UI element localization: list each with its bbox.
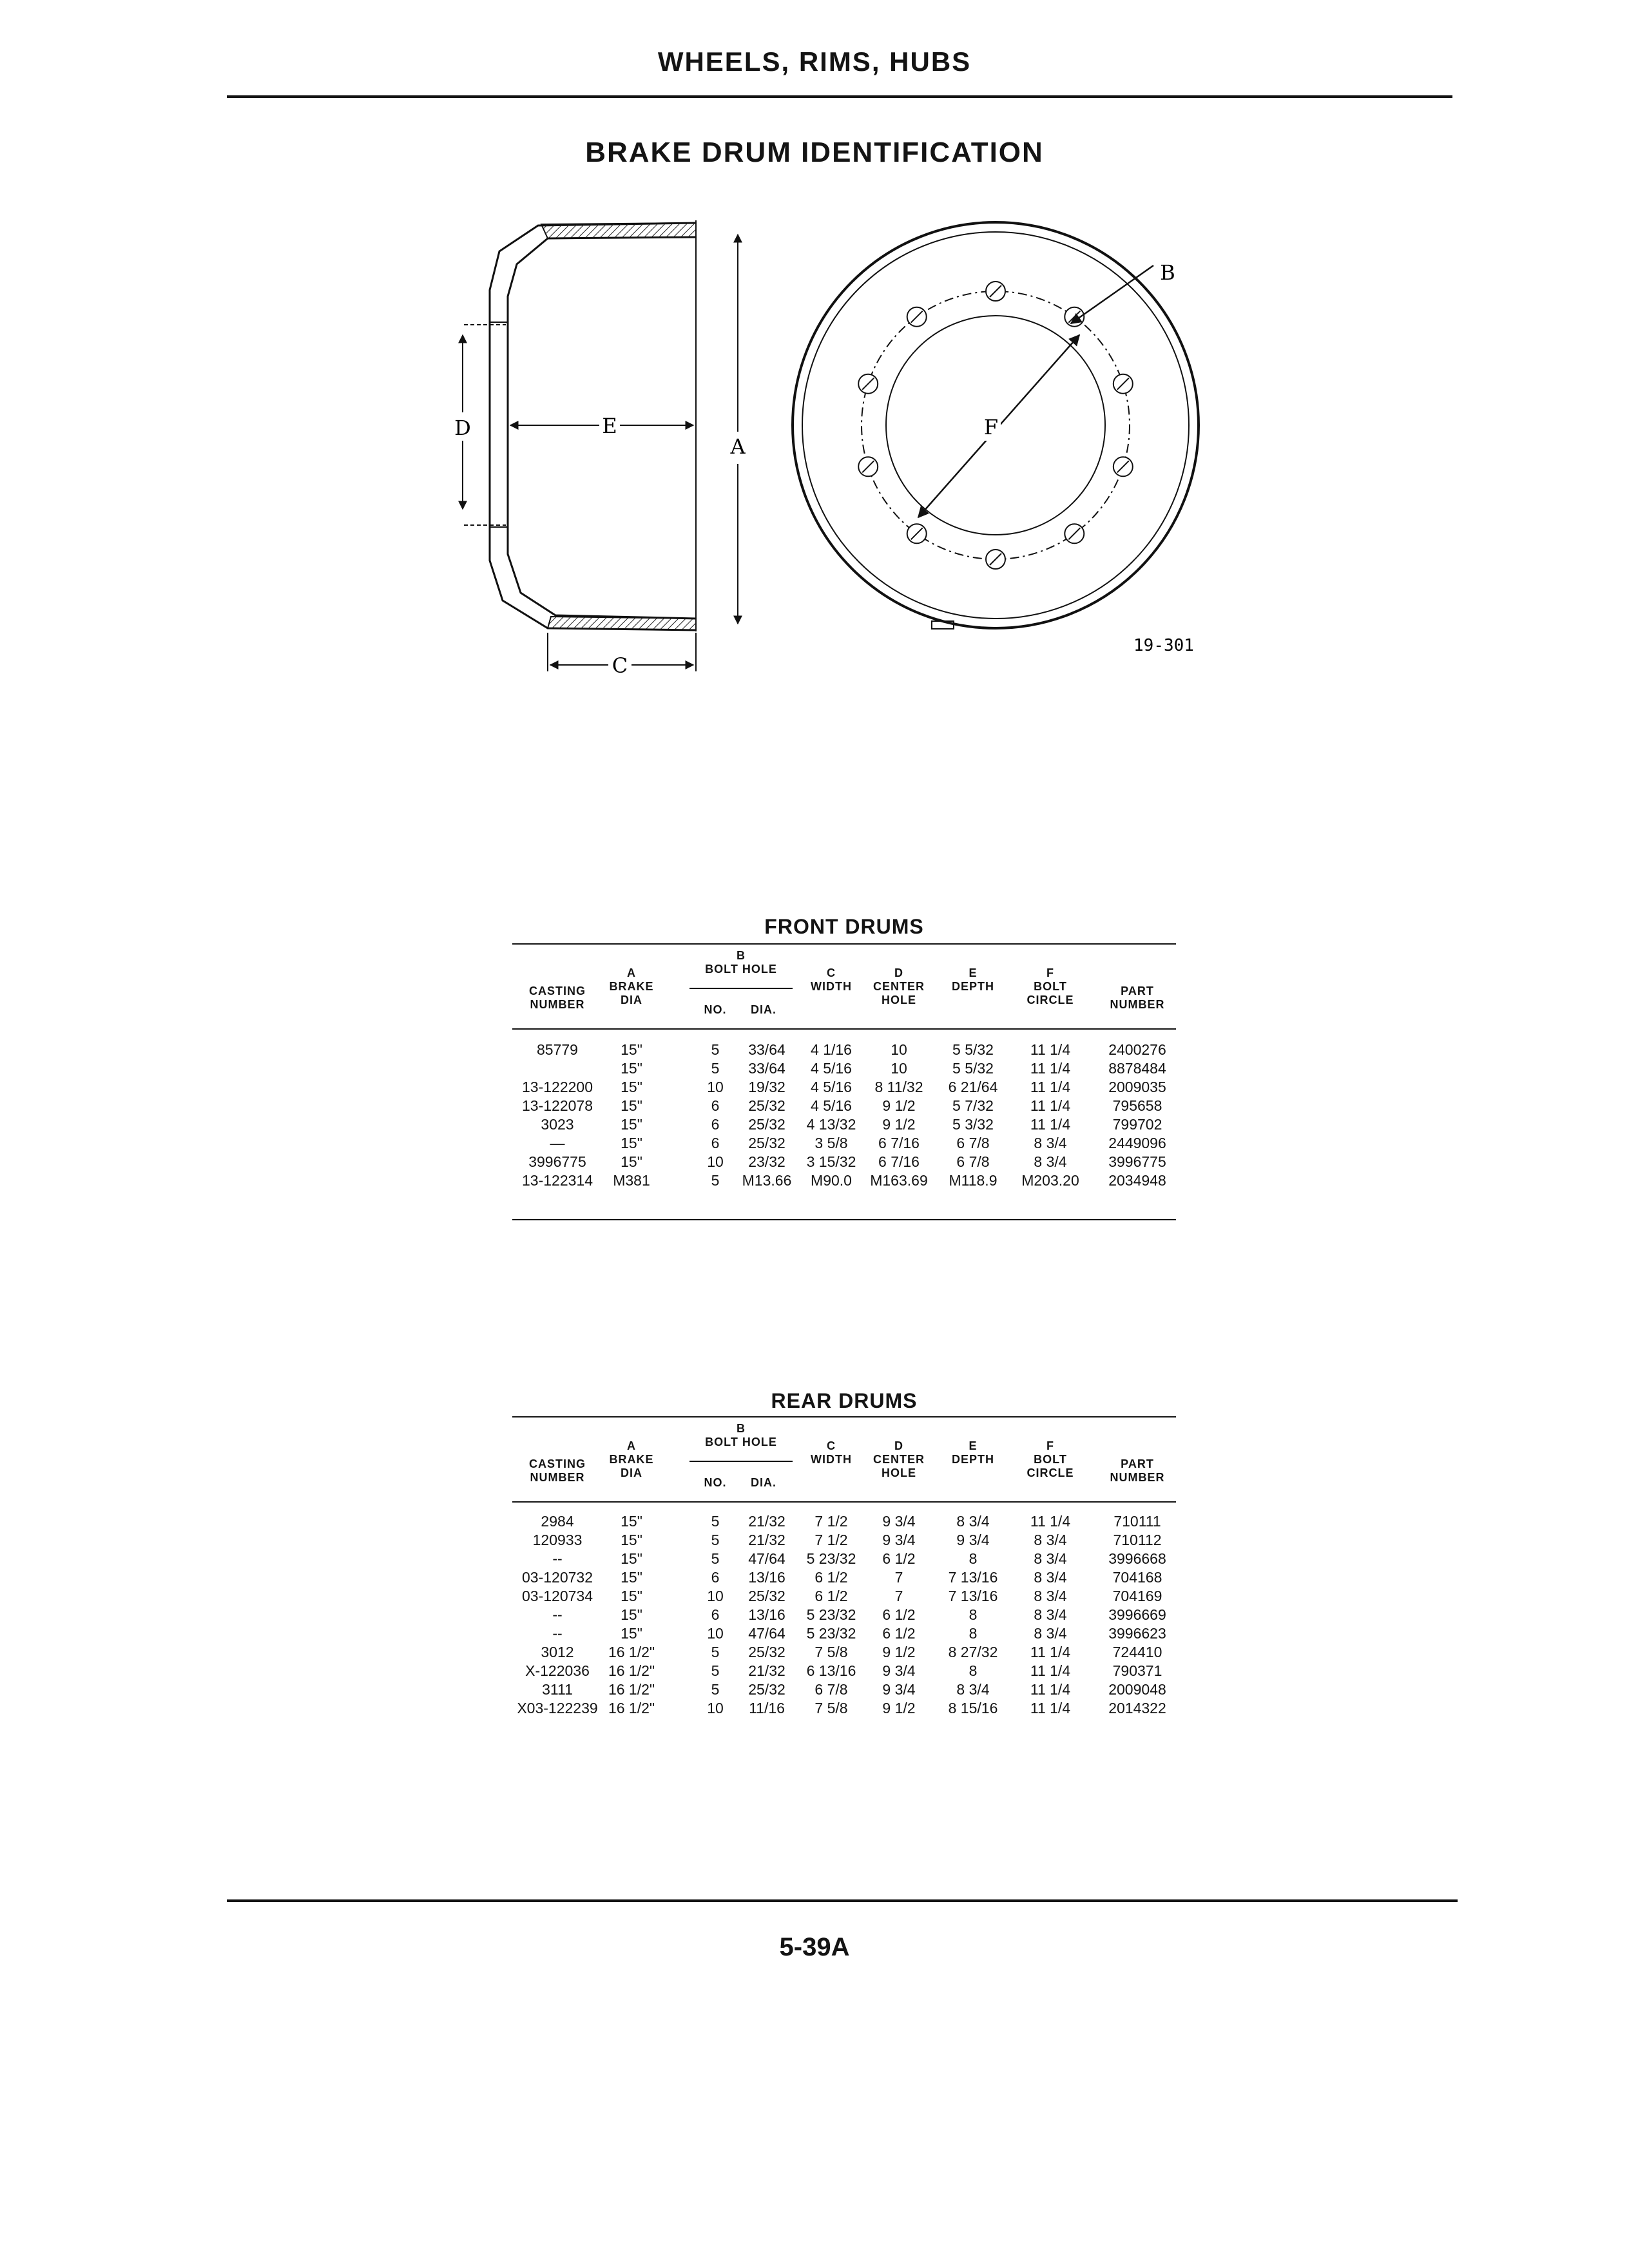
cell-brake-dia: 16 1/2" <box>608 1644 655 1660</box>
cell-center-hole: M163.69 <box>870 1172 928 1189</box>
cell-center-hole: 6 7/16 <box>878 1135 920 1151</box>
cell-width: 7 5/8 <box>815 1700 848 1716</box>
cell-bolt-circle: 11 1/4 <box>1030 1681 1071 1698</box>
table-row <box>512 1133 1176 1152</box>
cell-center-hole: 6 1/2 <box>882 1625 916 1642</box>
cell-casting-number: -- <box>552 1606 563 1623</box>
cell-casting-number: 13-122314 <box>522 1172 593 1189</box>
header-rule <box>227 95 1452 98</box>
cell-part-number: 2009035 <box>1108 1079 1166 1095</box>
hdr-depth: E DEPTH <box>951 1439 994 1466</box>
cell-center-hole: 7 <box>894 1588 903 1604</box>
cell-part-number: 710111 <box>1113 1513 1161 1530</box>
cell-bolt-hole-no: 10 <box>707 1153 724 1170</box>
cell-width: 4 5/16 <box>811 1079 852 1095</box>
cell-bolt-hole-dia: M13.66 <box>742 1172 792 1189</box>
cell-bolt-hole-dia: 13/16 <box>748 1606 786 1623</box>
cell-brake-dia: 15" <box>621 1606 642 1623</box>
cell-bolt-circle: 8 3/4 <box>1034 1550 1067 1567</box>
hdr-width: C WIDTH <box>811 966 852 993</box>
cell-bolt-circle: 11 1/4 <box>1030 1079 1071 1095</box>
cell-center-hole: 9 3/4 <box>882 1532 916 1548</box>
table-row <box>512 1661 1176 1680</box>
hdr-no: NO. <box>704 1476 727 1489</box>
cell-bolt-circle: 11 1/4 <box>1030 1060 1071 1077</box>
table-row <box>512 1040 1176 1059</box>
cell-center-hole: 9 3/4 <box>882 1662 916 1679</box>
cell-depth: M118.9 <box>949 1172 998 1189</box>
front-table-body <box>512 1040 1176 1189</box>
front-table-title: FRONT DRUMS <box>764 915 924 938</box>
cell-bolt-hole-no: 10 <box>707 1625 724 1642</box>
cell-width: 6 7/8 <box>815 1681 848 1698</box>
cell-center-hole: 10 <box>891 1041 907 1058</box>
hdr-bolt-circle: F BOLT CIRCLE <box>1027 1439 1074 1479</box>
cell-casting-number: -- <box>552 1625 563 1642</box>
cell-bolt-hole-dia: 25/32 <box>748 1588 786 1604</box>
cell-width: 6 1/2 <box>815 1569 848 1586</box>
cell-brake-dia: 15" <box>621 1060 642 1077</box>
table-row <box>512 1624 1176 1642</box>
cell-width: 4 13/32 <box>806 1116 856 1133</box>
cell-center-hole: 6 7/16 <box>878 1153 920 1170</box>
cell-depth: 8 27/32 <box>948 1644 998 1660</box>
cell-bolt-hole-dia: 23/32 <box>748 1153 786 1170</box>
table-row <box>512 1586 1176 1605</box>
cell-bolt-circle: 11 1/4 <box>1030 1041 1071 1058</box>
cell-casting-number: 03-120732 <box>522 1569 593 1586</box>
table-row <box>512 1549 1176 1568</box>
label-b: B <box>1160 260 1175 285</box>
cell-depth: 7 13/16 <box>948 1569 998 1586</box>
cell-part-number: 704169 <box>1112 1588 1162 1604</box>
cell-brake-dia: 15" <box>621 1135 642 1151</box>
cell-part-number: 2400276 <box>1108 1041 1166 1058</box>
cell-brake-dia: 16 1/2" <box>608 1662 655 1679</box>
table-row <box>512 1171 1176 1189</box>
section-title: BRAKE DRUM IDENTIFICATION <box>585 137 1044 168</box>
cell-depth: 8 <box>969 1606 978 1623</box>
cell-part-number: 3996623 <box>1108 1625 1166 1642</box>
cell-bolt-hole-no: 5 <box>711 1644 720 1660</box>
cell-bolt-hole-dia: 19/32 <box>748 1079 786 1095</box>
cell-width: M90.0 <box>811 1172 852 1189</box>
cell-part-number: 795658 <box>1112 1097 1162 1114</box>
cell-brake-dia: M381 <box>613 1172 650 1189</box>
hdr-casting-number: CASTING NUMBER <box>529 985 586 1011</box>
cell-center-hole: 9 1/2 <box>882 1644 916 1660</box>
cell-bolt-hole-dia: 13/16 <box>748 1569 786 1586</box>
cell-brake-dia: 15" <box>621 1116 642 1133</box>
cell-bolt-hole-dia: 47/64 <box>748 1625 786 1642</box>
label-f: F <box>983 415 999 439</box>
cell-brake-dia: 15" <box>621 1569 642 1586</box>
cell-casting-number: 120933 <box>532 1532 583 1548</box>
table-row <box>512 1568 1176 1586</box>
table-row <box>512 1642 1176 1661</box>
rear-header-rule <box>512 1501 1176 1503</box>
label-d: D <box>454 416 471 440</box>
cell-depth: 8 3/4 <box>956 1681 990 1698</box>
cell-bolt-circle: 8 3/4 <box>1034 1569 1067 1586</box>
cell-bolt-hole-no: 6 <box>711 1135 720 1151</box>
label-a: A <box>730 434 746 459</box>
cell-brake-dia: 15" <box>621 1550 642 1567</box>
cell-center-hole: 6 1/2 <box>882 1606 916 1623</box>
table-row <box>512 1152 1176 1171</box>
rear-top-rule <box>512 1416 1176 1418</box>
cell-casting-number: 3023 <box>541 1116 574 1133</box>
cell-bolt-hole-no: 5 <box>711 1532 720 1548</box>
front-top-rule <box>512 943 1176 945</box>
cell-depth: 9 3/4 <box>956 1532 990 1548</box>
label-e: E <box>602 414 617 438</box>
cell-part-number: 2034948 <box>1108 1172 1166 1189</box>
cell-bolt-hole-no: 5 <box>711 1060 720 1077</box>
hdr-width: C WIDTH <box>811 1439 852 1466</box>
table-row <box>512 1698 1176 1717</box>
cell-part-number: 710112 <box>1113 1532 1162 1548</box>
page-number: 5-39A <box>779 1933 850 1961</box>
rear-table-body <box>512 1512 1176 1717</box>
cell-brake-dia: 15" <box>621 1079 642 1095</box>
cell-center-hole: 9 3/4 <box>882 1681 916 1698</box>
cell-width: 3 5/8 <box>815 1135 848 1151</box>
footer-rule <box>227 1899 1458 1902</box>
hdr-dia: DIA. <box>751 1003 776 1016</box>
cell-center-hole: 9 1/2 <box>882 1116 916 1133</box>
cell-bolt-hole-no: 5 <box>711 1681 720 1698</box>
cell-width: 3 15/32 <box>806 1153 856 1170</box>
cell-width: 6 13/16 <box>806 1662 856 1679</box>
cell-width: 7 1/2 <box>815 1513 848 1530</box>
cell-part-number: 8878484 <box>1108 1060 1166 1077</box>
cell-bolt-circle: 8 3/4 <box>1034 1606 1067 1623</box>
hdr-bolt-hole-rule <box>689 988 793 989</box>
cell-bolt-hole-no: 5 <box>711 1513 720 1530</box>
hdr-brake-dia: A BRAKE DIA <box>609 966 654 1006</box>
cell-depth: 5 7/32 <box>952 1097 994 1114</box>
cell-width: 5 23/32 <box>806 1606 856 1623</box>
cell-depth: 5 5/32 <box>952 1041 994 1058</box>
cell-brake-dia: 15" <box>621 1513 642 1530</box>
cell-brake-dia: 15" <box>621 1041 642 1058</box>
cell-brake-dia: 16 1/2" <box>608 1681 655 1698</box>
cell-depth: 5 3/32 <box>952 1116 994 1133</box>
cell-depth: 6 7/8 <box>956 1153 990 1170</box>
cell-bolt-circle: 11 1/4 <box>1030 1116 1071 1133</box>
label-c: C <box>612 653 628 678</box>
table-row <box>512 1680 1176 1698</box>
cell-bolt-hole-no: 5 <box>711 1172 720 1189</box>
hdr-center-hole: D CENTER HOLE <box>872 1439 925 1479</box>
cell-brake-dia: 15" <box>621 1153 642 1170</box>
cell-bolt-circle: 8 3/4 <box>1034 1588 1067 1604</box>
cell-center-hole: 9 1/2 <box>882 1097 916 1114</box>
cell-bolt-hole-no: 5 <box>711 1041 720 1058</box>
cell-depth: 8 <box>969 1625 978 1642</box>
hdr-no: NO. <box>704 1003 727 1016</box>
cell-part-number: 2449096 <box>1108 1135 1166 1151</box>
cell-bolt-hole-no: 10 <box>707 1588 724 1604</box>
cell-part-number: 3996775 <box>1108 1153 1166 1170</box>
cell-casting-number: 85779 <box>537 1041 578 1058</box>
cell-bolt-circle: 11 1/4 <box>1030 1513 1071 1530</box>
cell-casting-number: — <box>550 1135 565 1151</box>
hdr-bolt-hole: B BOLT HOLE <box>705 949 777 975</box>
cell-depth: 7 13/16 <box>948 1588 998 1604</box>
cell-bolt-hole-dia: 33/64 <box>748 1041 786 1058</box>
table-row <box>512 1096 1176 1115</box>
cell-part-number: 2014322 <box>1108 1700 1166 1716</box>
cell-bolt-hole-no: 10 <box>707 1079 724 1095</box>
cell-part-number: 724410 <box>1112 1644 1162 1660</box>
cell-casting-number: 2984 <box>541 1513 574 1530</box>
cell-casting-number: 13-122078 <box>522 1097 593 1114</box>
cell-center-hole: 10 <box>891 1060 907 1077</box>
hdr-part-number: PART NUMBER <box>1110 1457 1165 1484</box>
cell-width: 4 1/16 <box>811 1041 852 1058</box>
hdr-brake-dia: A BRAKE DIA <box>609 1439 654 1479</box>
cell-casting-number: X03-122239 <box>517 1700 598 1716</box>
hdr-bolt-circle: F BOLT CIRCLE <box>1027 966 1074 1006</box>
hdr-dia: DIA. <box>751 1476 776 1489</box>
cell-width: 5 23/32 <box>806 1550 856 1567</box>
figure-number: 19-301 <box>1133 636 1194 655</box>
cell-part-number: 704168 <box>1112 1569 1162 1586</box>
cell-bolt-circle: 11 1/4 <box>1030 1644 1071 1660</box>
cell-depth: 6 7/8 <box>956 1135 990 1151</box>
cell-bolt-hole-dia: 47/64 <box>748 1550 786 1567</box>
cell-brake-dia: 15" <box>621 1625 642 1642</box>
cell-brake-dia: 15" <box>621 1097 642 1114</box>
cell-bolt-circle: 8 3/4 <box>1034 1625 1067 1642</box>
front-bottom-rule <box>512 1219 1176 1220</box>
cell-depth: 8 <box>969 1550 978 1567</box>
cell-bolt-hole-no: 6 <box>711 1116 720 1133</box>
cell-part-number: 3996669 <box>1108 1606 1166 1623</box>
table-row <box>512 1077 1176 1096</box>
cell-depth: 8 15/16 <box>948 1700 998 1716</box>
cell-bolt-hole-dia: 33/64 <box>748 1060 786 1077</box>
cell-bolt-circle: 11 1/4 <box>1030 1662 1071 1679</box>
cell-bolt-hole-no: 6 <box>711 1097 720 1114</box>
brake-drum-diagram <box>412 206 1224 696</box>
cell-casting-number: -- <box>552 1550 563 1567</box>
cell-bolt-circle: 8 3/4 <box>1034 1532 1067 1548</box>
cell-part-number: 3996668 <box>1108 1550 1166 1567</box>
cell-bolt-hole-dia: 21/32 <box>748 1662 786 1679</box>
cell-brake-dia: 16 1/2" <box>608 1700 655 1716</box>
cell-depth: 8 <box>969 1662 978 1679</box>
cell-bolt-hole-dia: 25/32 <box>748 1097 786 1114</box>
cell-casting-number: 3012 <box>541 1644 574 1660</box>
running-header: WHEELS, RIMS, HUBS <box>657 46 972 77</box>
cell-bolt-circle: 8 3/4 <box>1034 1135 1067 1151</box>
leader-b <box>1071 265 1153 323</box>
cell-bolt-hole-dia: 21/32 <box>748 1532 786 1548</box>
cell-depth: 6 21/64 <box>948 1079 998 1095</box>
cell-width: 7 5/8 <box>815 1644 848 1660</box>
cell-bolt-hole-dia: 25/32 <box>748 1681 786 1698</box>
cell-bolt-hole-no: 5 <box>711 1662 720 1679</box>
cell-bolt-hole-no: 6 <box>711 1606 720 1623</box>
cell-bolt-circle: M203.20 <box>1021 1172 1079 1189</box>
cell-bolt-circle: 8 3/4 <box>1034 1153 1067 1170</box>
cell-bolt-circle: 11 1/4 <box>1030 1097 1071 1114</box>
cell-bolt-hole-no: 5 <box>711 1550 720 1567</box>
cell-casting-number: 3996775 <box>528 1153 586 1170</box>
cell-bolt-hole-no: 6 <box>711 1569 720 1586</box>
cell-center-hole: 6 1/2 <box>882 1550 916 1567</box>
cell-brake-dia: 15" <box>621 1532 642 1548</box>
cell-width: 4 5/16 <box>811 1060 852 1077</box>
cell-center-hole: 9 3/4 <box>882 1513 916 1530</box>
cell-brake-dia: 15" <box>621 1588 642 1604</box>
cell-casting-number: 3111 <box>542 1681 573 1698</box>
cell-center-hole: 9 1/2 <box>882 1700 916 1716</box>
cell-width: 5 23/32 <box>806 1625 856 1642</box>
front-header-rule <box>512 1028 1176 1030</box>
cell-width: 6 1/2 <box>815 1588 848 1604</box>
hdr-depth: E DEPTH <box>951 966 994 993</box>
hdr-bolt-hole: B BOLT HOLE <box>705 1422 777 1448</box>
cell-center-hole: 7 <box>894 1569 903 1586</box>
cell-depth: 5 5/32 <box>952 1060 994 1077</box>
rear-table-title: REAR DRUMS <box>771 1389 918 1412</box>
table-row <box>512 1059 1176 1077</box>
cell-casting-number: X-122036 <box>525 1662 590 1679</box>
table-row <box>512 1115 1176 1133</box>
cell-casting-number: 03-120734 <box>522 1588 593 1604</box>
cell-part-number: 790371 <box>1112 1662 1162 1679</box>
cell-casting-number: 13-122200 <box>522 1079 593 1095</box>
cell-bolt-hole-dia: 25/32 <box>748 1644 786 1660</box>
table-row <box>512 1512 1176 1530</box>
cell-width: 7 1/2 <box>815 1532 848 1548</box>
hdr-center-hole: D CENTER HOLE <box>872 966 925 1006</box>
cell-bolt-hole-dia: 21/32 <box>748 1513 786 1530</box>
cell-bolt-hole-dia: 25/32 <box>748 1116 786 1133</box>
cell-part-number: 2009048 <box>1108 1681 1166 1698</box>
hdr-casting-number: CASTING NUMBER <box>529 1457 586 1484</box>
cell-bolt-hole-dia: 11/16 <box>749 1700 785 1716</box>
cell-center-hole: 8 11/32 <box>874 1079 923 1095</box>
table-row <box>512 1605 1176 1624</box>
cell-width: 4 5/16 <box>811 1097 852 1114</box>
hdr-part-number: PART NUMBER <box>1110 985 1165 1011</box>
cell-depth: 8 3/4 <box>956 1513 990 1530</box>
cell-part-number: 799702 <box>1112 1116 1162 1133</box>
table-row <box>512 1530 1176 1549</box>
hdr-bolt-hole-rule <box>689 1461 793 1462</box>
cell-bolt-hole-no: 10 <box>707 1700 724 1716</box>
cell-bolt-hole-dia: 25/32 <box>748 1135 786 1151</box>
cell-bolt-circle: 11 1/4 <box>1030 1700 1071 1716</box>
